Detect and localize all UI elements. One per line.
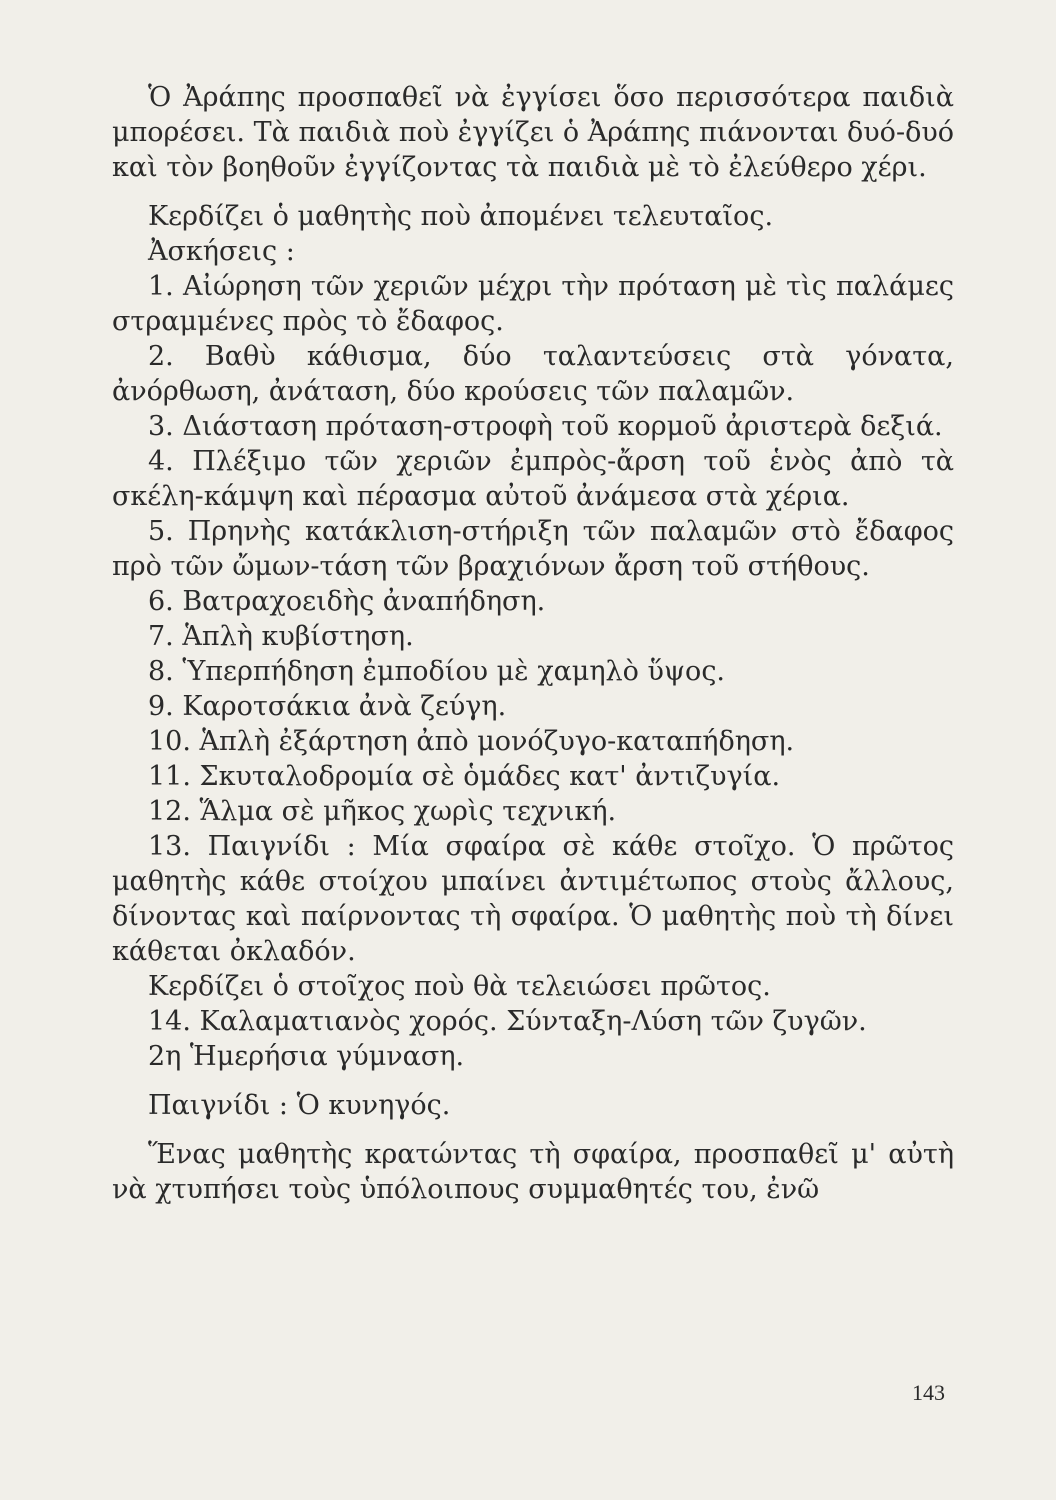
exercise-12: 12. Ἅλμα σὲ μῆκος χωρὶς τεχνική. (148, 796, 617, 827)
exercise-2: 2. Βαθὺ κάθισμα, δύο ταλαντεύσεις στὰ γόνατα, ἀνόρθωση, ἀνάταση, δύο κρούσεις τῶν παλαμῶν. (112, 341, 954, 407)
paragraph-winner: Κερδίζει ὁ μαθητὴς ποὺ ἀπομένει τελευταῖος. (148, 201, 774, 232)
exercise-4: 4. Πλέξιμο τῶν χεριῶν ἐμπρὸς-ἄρση τοῦ ἑνὸς ἀπὸ τὰ σκέλη-κάμψη καὶ πέρασμα αὐτοῦ ἀνάμεσα στὰ χέρια. (112, 446, 954, 512)
exercise-10: 10. Ἁπλὴ ἐξάρτηση ἀπὸ μονόζυγο-καταπήδηση. (148, 726, 795, 757)
daily-session-heading: 2η Ἡμερήσια γύμναση. (148, 1041, 465, 1072)
exercise-3: 3. Διάσταση πρόταση-στροφὴ τοῦ κορμοῦ ἀριστερὰ δεξιά. (148, 411, 943, 442)
game-description: Ἕνας μαθητὴς κρατώντας τὴ σφαίρα, προσπαθεῖ μ' αὐτὴ νὰ χτυπήσει τοὺς ὑπόλοιπους συμμαθητές του, ἐνῶ (112, 1139, 954, 1205)
exercise-13: 13. Παιγνίδι : Μία σφαίρα σὲ κάθε στοῖχο. Ὁ πρῶτος μαθητὴς κάθε στοίχου μπαίνει ἀντιμέτωπος στοὺς ἄλλους, δίνοντας καὶ παίρνοντας τὴ σφαίρα. Ὁ μαθητὴς ποὺ τὴ δίνει κάθεται ὀκλαδόν. (112, 831, 954, 967)
exercise-1: 1. Αἰώρηση τῶν χεριῶν μέχρι τὴν πρόταση μὲ τὶς παλάμες στραμμένες πρὸς τὸ ἔδαφος. (112, 271, 954, 337)
exercise-14: 14. Καλαματιανὸς χορός. Σύνταξη-Λύση τῶν ζυγῶν. (148, 1006, 867, 1037)
exercise-6: 6. Βατραχοειδὴς ἀναπήδηση. (148, 586, 546, 617)
page-text (112, 80, 954, 1207)
exercise-8: 8. Ὑπερπήδηση ἐμποδίου μὲ χαμηλὸ ὕψος. (148, 656, 726, 687)
exercise-5: 5. Πρηνὴς κατάκλιση-στήριξη τῶν παλαμῶν στὸ ἔδαφος πρὸ τῶν ὤμων-τάση τῶν βραχιόνων ἄρση τοῦ στήθους. (112, 516, 954, 582)
exercise-13-winner: Κερδίζει ὁ στοῖχος ποὺ θὰ τελειώσει πρῶτος. (148, 971, 771, 1002)
page-number: 143 (912, 1380, 945, 1405)
paragraph-intro: Ὁ Ἀράπης προσπαθεῖ νὰ ἐγγίσει ὅσο περισσότερα παιδιὰ μπορέσει. Τὰ παιδιὰ ποὺ ἐγγίζει ὁ Ἀράπης πιάνονται δυό-δυό καὶ τὸν βοηθοῦν ἐγγίζοντας τὰ παιδιὰ μὲ τὸ ἐλεύθερο χέρι. (112, 82, 954, 183)
exercise-11: 11. Σκυταλοδρομία σὲ ὁμάδες κατ' ἀντιζυγία. (148, 761, 781, 792)
exercise-7: 7. Ἁπλὴ κυβίστηση. (148, 621, 414, 652)
exercises-heading: Ἀσκήσεις : (148, 236, 295, 267)
exercise-9: 9. Καροτσάκια ἀνὰ ζεύγη. (148, 691, 507, 722)
game-title: Παιγνίδι : Ὁ κυνηγός. (148, 1090, 451, 1121)
